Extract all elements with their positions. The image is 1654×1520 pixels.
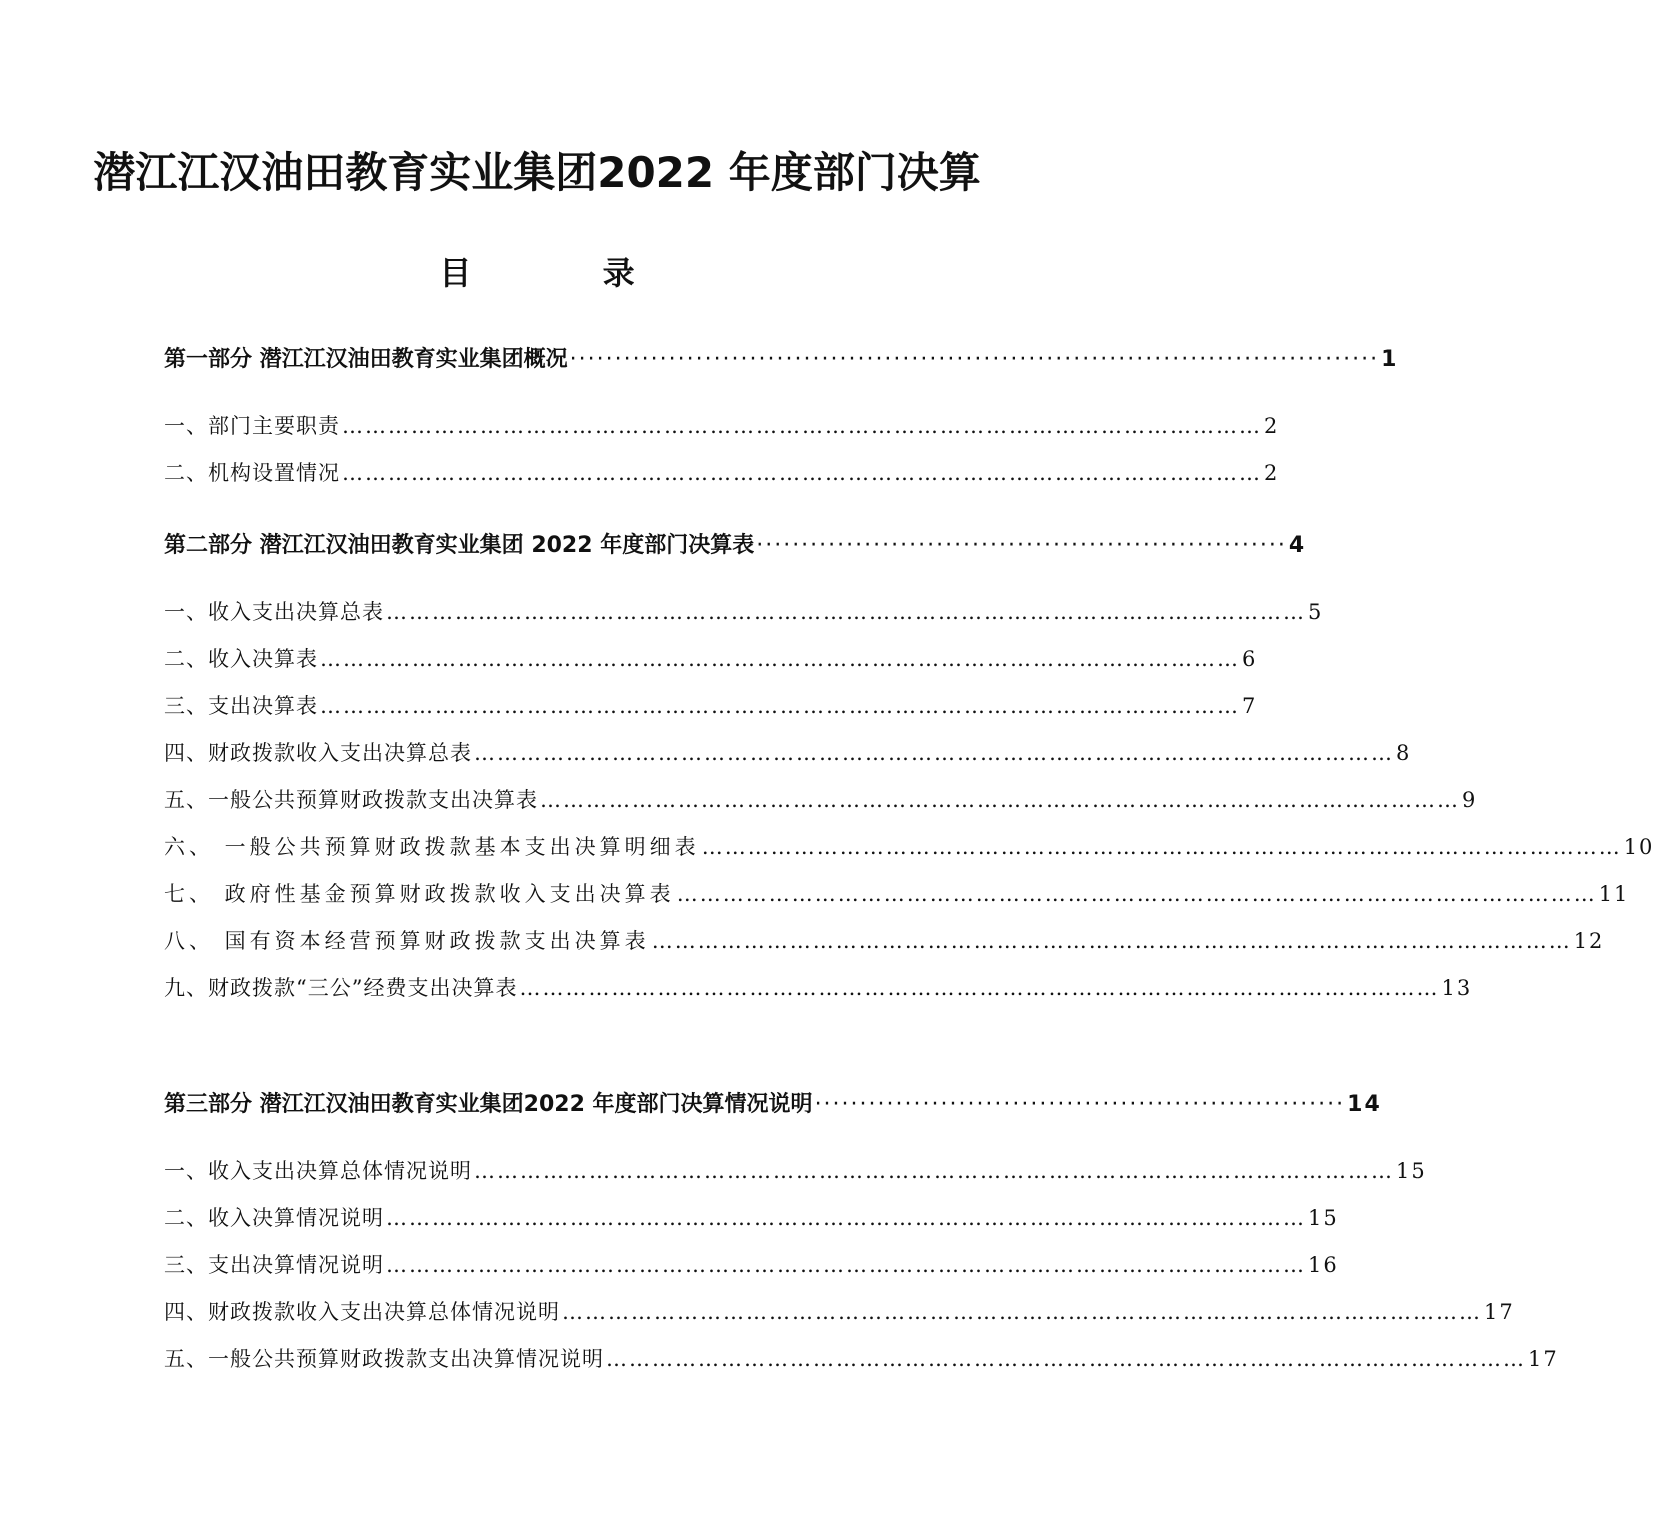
toc-entry-page: 15 (1396, 1159, 1427, 1183)
toc-entry[interactable] (164, 690, 1258, 726)
toc-entry-label: 一、收入支出决算总表 (164, 600, 384, 624)
toc-entry-label: 四、财政拨款收入支出决算总表 (164, 741, 472, 765)
toc-entry-page: 15 (1308, 1206, 1339, 1230)
toc-entry-label: 三、支出决算情况说明 (164, 1253, 384, 1277)
toc-entry-page: 12 (1573, 929, 1605, 953)
toc-entry[interactable] (164, 925, 1605, 961)
dot-leader: ………………………………………………………………………………………………………… (701, 835, 1622, 859)
document-title: 潜江江汉油田教育实业集团2022 年度部门决算 (93, 148, 981, 197)
toc-entry[interactable] (164, 1343, 1559, 1379)
toc-entry-label: 五、一般公共预算财政拨款支出决算表 (164, 788, 538, 812)
dot-leader: ………………………………………………………………………………………………………… (474, 741, 1394, 765)
dot-leader: ………………………………………………………………………………………………………… (386, 1206, 1306, 1230)
toc-entry-label: 二、机构设置情况 (164, 461, 340, 485)
toc-entry-page: 14 (1347, 1092, 1382, 1117)
toc-entry-page: 17 (1528, 1347, 1559, 1371)
dot-leader: ··························································· (756, 533, 1287, 558)
dot-leader: ………………………………………………………………………………………………………… (540, 788, 1460, 812)
toc-entry-page: 11 (1598, 882, 1630, 906)
toc-part-1[interactable] (164, 342, 1399, 378)
toc-entry[interactable] (164, 1296, 1515, 1332)
toc-entry[interactable] (164, 643, 1258, 679)
dot-leader: ………………………………………………………………………………………………………… (651, 929, 1572, 953)
toc-entry[interactable] (164, 1249, 1339, 1285)
toc-entry-label: 三、支出决算表 (164, 694, 318, 718)
toc-entry-label: 六、 一般公共预算财政拨款基本支出决算明细表 (164, 835, 700, 859)
toc-entry-label: 一、收入支出决算总体情况说明 (164, 1159, 472, 1183)
toc-entry-page: 1 (1381, 347, 1399, 372)
toc-entry-page: 10 (1623, 835, 1654, 859)
toc-entry-label: 九、财政拨款“三公”经费支出决算表 (164, 976, 518, 1000)
toc-entry-page: 13 (1441, 976, 1473, 1000)
toc-entry-label: 第三部分 潜江江汉油田教育实业集团2022 年度部门决算情况说明 (164, 1092, 813, 1117)
dot-leader: ………………………………………………………………………………………………………… (320, 647, 1240, 671)
toc-entry-label: 八、 国有资本经营预算财政拨款支出决算表 (164, 929, 650, 953)
toc-entry-page: 4 (1288, 533, 1307, 558)
dot-leader: ··························································· (814, 1092, 1346, 1117)
dot-leader: ………………………………………………………………………………………………………… (562, 1300, 1482, 1324)
toc-entry-label: 二、收入决算情况说明 (164, 1206, 384, 1230)
toc-entry-page: 9 (1462, 788, 1478, 812)
dot-leader: ………………………………………………………………………………………………………… (676, 882, 1597, 906)
toc-entry-page: 8 (1396, 741, 1412, 765)
toc-entry-label: 二、收入决算表 (164, 647, 318, 671)
toc-entry[interactable] (164, 784, 1478, 820)
dot-leader: ………………………………………………………………………………………………………… (342, 461, 1262, 485)
toc-entry[interactable] (164, 410, 1280, 446)
toc-entry[interactable] (164, 878, 1630, 914)
toc-entry-label: 四、财政拨款收入支出决算总体情况说明 (164, 1300, 560, 1324)
toc-entry[interactable] (164, 831, 1654, 867)
toc-entry[interactable] (164, 737, 1412, 773)
toc-entry[interactable] (164, 1155, 1427, 1191)
toc-entry-label: 第二部分 潜江江汉油田教育实业集团 2022 年度部门决算表 (164, 533, 755, 558)
toc-entry[interactable] (164, 972, 1473, 1008)
toc-entry-page: 2 (1264, 414, 1280, 438)
toc-entry-label: 七、 政府性基金预算财政拨款收入支出决算表 (164, 882, 675, 906)
toc-entry-page: 7 (1242, 694, 1258, 718)
toc-heading: 目 录 (439, 254, 695, 292)
dot-leader: ………………………………………………………………………………………………………… (386, 1253, 1306, 1277)
toc-entry-label: 一、部门主要职责 (164, 414, 340, 438)
dot-leader: ………………………………………………………………………………………………………… (320, 694, 1240, 718)
toc-entry[interactable] (164, 457, 1280, 493)
dot-leader: ………………………………………………………………………………………………………… (386, 600, 1306, 624)
dot-leader: ·························································································· (569, 347, 1380, 372)
dot-leader: ………………………………………………………………………………………………………… (606, 1347, 1526, 1371)
toc-entry-page: 5 (1308, 600, 1324, 624)
toc-entry-page: 6 (1242, 647, 1258, 671)
toc-part-3[interactable] (164, 1087, 1382, 1123)
dot-leader: ………………………………………………………………………………………………………… (474, 1159, 1394, 1183)
toc-entry[interactable] (164, 1202, 1339, 1238)
toc-part-2[interactable] (164, 528, 1307, 564)
dot-leader: ………………………………………………………………………………………………………… (519, 976, 1440, 1000)
toc-entry-label: 五、一般公共预算财政拨款支出决算情况说明 (164, 1347, 604, 1371)
toc-entry[interactable] (164, 596, 1324, 632)
toc-entry-page: 17 (1484, 1300, 1515, 1324)
dot-leader: ………………………………………………………………………………………………………… (342, 414, 1262, 438)
toc-entry-page: 2 (1264, 461, 1280, 485)
toc-entry-page: 16 (1308, 1253, 1339, 1277)
toc-entry-label: 第一部分 潜江江汉油田教育实业集团概况 (164, 347, 568, 372)
